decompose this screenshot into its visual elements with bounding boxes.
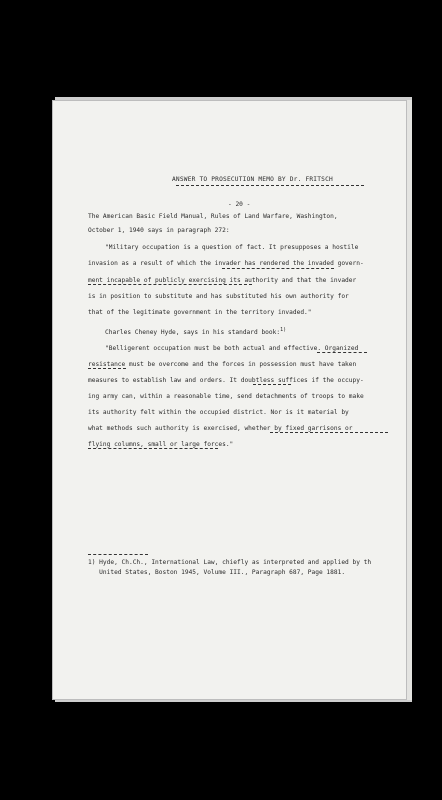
footnote-line-1: 1) Hyde, Ch.Ch., International Law, chiefly as interpreted and applied by th	[88, 559, 372, 566]
hyde-line-1: "Belligerent occupation must be both actual and effective. Organized	[105, 345, 359, 352]
underline-incapable	[88, 284, 252, 285]
page-number: - 20 -	[228, 201, 251, 208]
title-underline	[176, 185, 364, 186]
footnote-line-2: United States, Boston 1945, Volume III., Paragraph 687, Page 1881.	[88, 569, 346, 576]
hyde-line-5: its authority felt within the occupied district. Nor is it material by	[88, 409, 349, 416]
quote-line-4: is in position to substitute and has substituted his own authority for	[88, 293, 349, 300]
document-page	[52, 100, 407, 700]
underline-suffices	[253, 384, 291, 385]
footnote-marker: 1)	[280, 327, 287, 333]
quote-line-5: that of the legitimate government in the territory invaded."	[88, 309, 312, 316]
hyde-line-6: what methods such authority is exercised, whether by fixed garrisons or	[88, 425, 353, 432]
citation-text: Charles Cheney Hyde, says in his standard book:	[105, 329, 281, 337]
hyde-line-3: measures to establish law and orders. It doubtless suffices if the occupy-	[88, 377, 364, 384]
quote-line-3: ment incapable of publicly exercising its authority and that the invader	[88, 277, 357, 284]
hyde-line-4: ing army can, within a reasonable time, send detachments of troops to make	[88, 393, 364, 400]
underline-rendered	[222, 268, 334, 269]
underline-columns	[88, 448, 218, 449]
body-line-1: The American Basic Field Manual, Rules of Land Warfare, Washington,	[88, 213, 338, 220]
underline-organized	[317, 352, 367, 353]
body-line-2: October 1, 1940 says in paragraph 272:	[88, 227, 230, 234]
quote-line-1: "Military occupation is a question of fact. It presupposes a hostile	[105, 244, 359, 251]
footnote-rule	[88, 554, 148, 555]
underline-garrisons	[270, 432, 388, 433]
document-title: ANSWER TO PROSECUTION MEMO BY Dr. FRITSCH	[172, 176, 333, 183]
hyde-line-7: flying columns, small or large forces."	[88, 441, 234, 448]
citation-line	[105, 324, 286, 339]
hyde-line-2: resistance must be overcome and the forces in possession must have taken	[88, 361, 357, 368]
underline-resistance	[88, 368, 126, 369]
quote-line-2: invasion as a result of which the invader has rendered the invaded govern-	[88, 260, 364, 267]
